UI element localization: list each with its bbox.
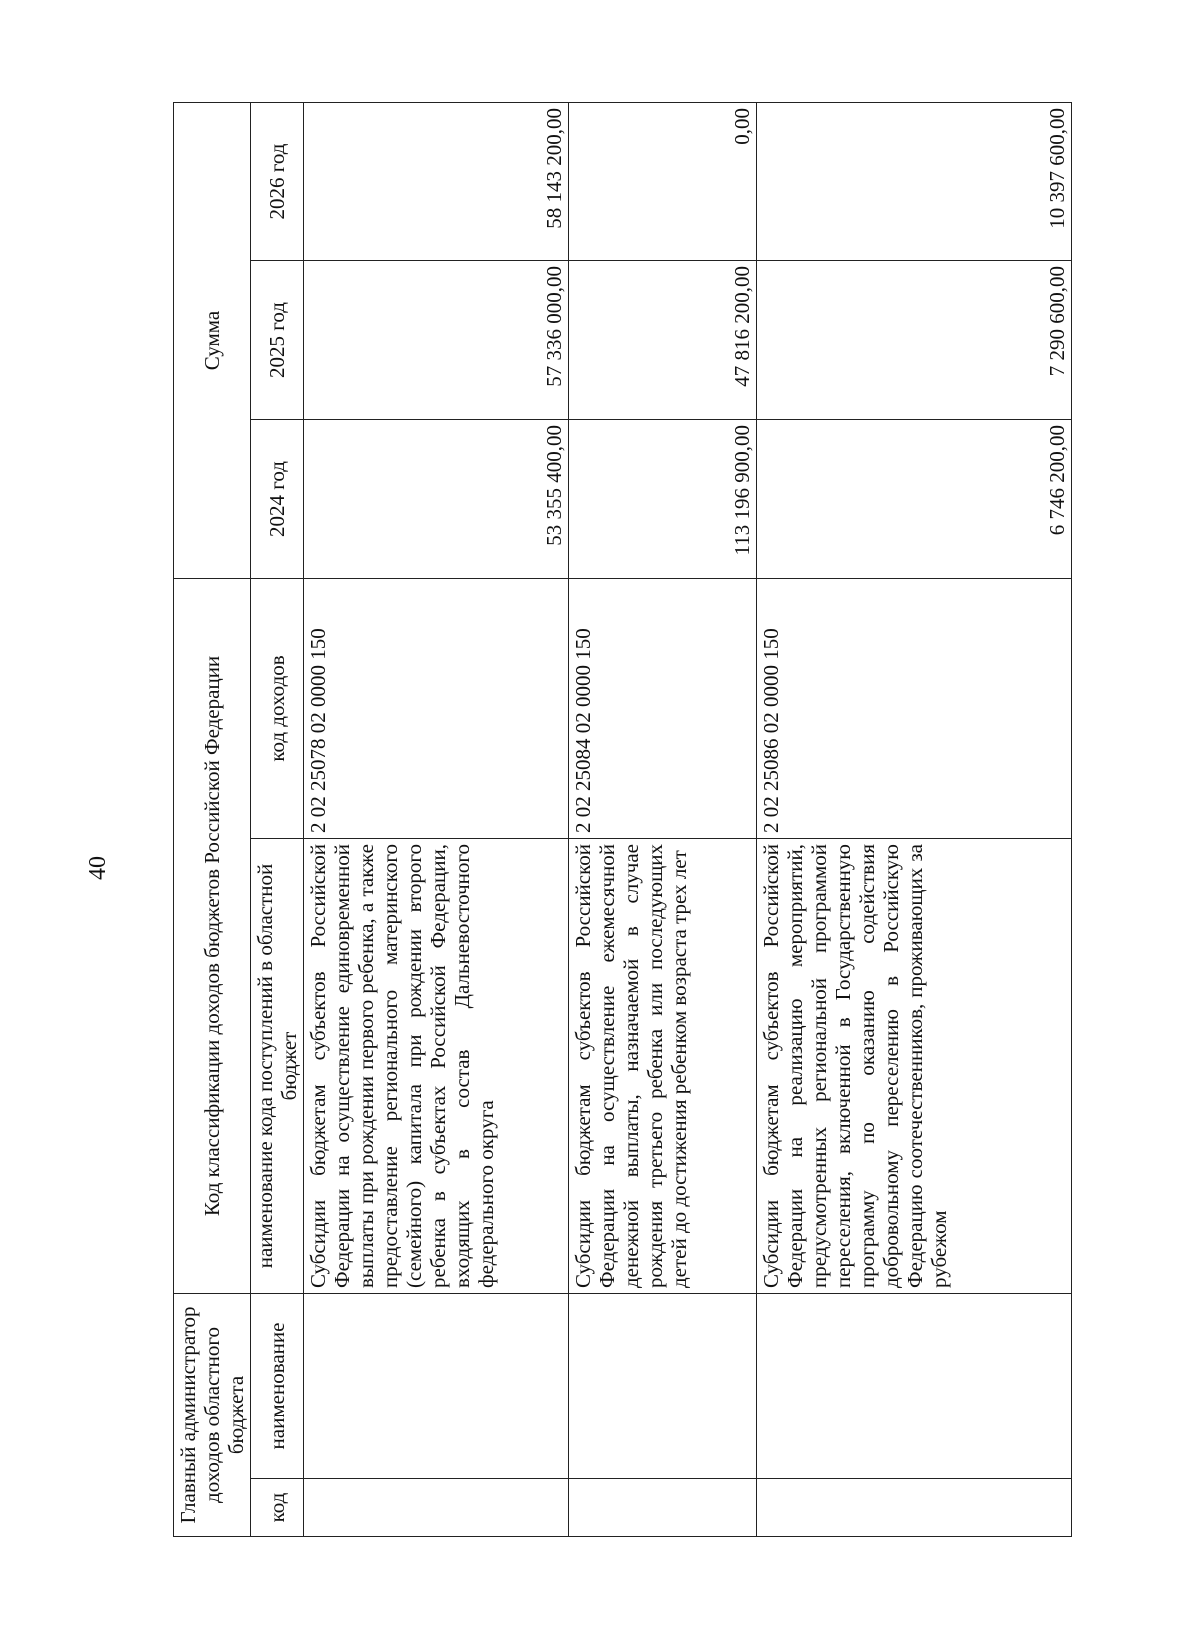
sum-group-header: Сумма (174, 102, 251, 578)
admin-name-header: наименование (251, 1294, 304, 1479)
income-name-cell: Субсидии бюджетам субъектов Российской Федерации на осуществление единовременной выплаты при рождении первого ребенка, а также предоставление регионального материнского (семейного) капитала при рождении второго ребенка в субъектах Российской Федерации, входящих в состав Дальневосточного федерального округа (304, 839, 569, 1294)
table-row (569, 102, 757, 1536)
year-2024-header: 2024 год (251, 419, 304, 578)
rotated-table-container (173, 103, 1069, 1537)
income-code-cell: 2 02 25086 02 0000 150 (757, 578, 1072, 838)
admin-code-cell (569, 1479, 757, 1537)
income-name-cell: Субсидии бюджетам субъектов Российской Федерации на осуществление ежемесячной денежной выплаты, назначаемой в случае рождения третьего ребенка или последующих детей до достижения ребенком возраста трех лет (569, 839, 757, 1294)
income-classification-table (173, 102, 1072, 1537)
amount-2025-cell: 57 336 000,00 (304, 260, 569, 419)
admin-code-cell (304, 1479, 569, 1537)
admin-group-header: Главный администратор доходов областного бюджета (174, 1294, 251, 1537)
code-group-header: Код классификации доходов бюджетов Российской Федерации (174, 578, 251, 1293)
amount-2026-cell: 0,00 (569, 102, 757, 260)
table-row (757, 102, 1072, 1536)
page-number: 40 (85, 856, 111, 880)
year-2025-header: 2025 год (251, 260, 304, 419)
admin-name-cell (757, 1294, 1072, 1479)
income-name-cell: Субсидии бюджетам субъектов Российской Федерации на реализацию мероприятий, предусмотренных региональной программой переселения, включенной в Государственную программу по оказанию содействия добровольному переселению в Российскую Федерацию соотечественников, проживающих за рубежом (757, 839, 1072, 1294)
amount-2025-cell: 7 290 600,00 (757, 260, 1072, 419)
table-row (304, 102, 569, 1536)
admin-name-cell (569, 1294, 757, 1479)
amount-2025-cell: 47 816 200,00 (569, 260, 757, 419)
income-code-cell: 2 02 25078 02 0000 150 (304, 578, 569, 838)
amount-2026-cell: 10 397 600,00 (757, 102, 1072, 260)
amount-2026-cell: 58 143 200,00 (304, 102, 569, 260)
year-2026-header: 2026 год (251, 102, 304, 260)
admin-name-cell (304, 1294, 569, 1479)
income-name-header: наименование кода поступлений в областной бюджет (251, 839, 304, 1294)
income-code-cell: 2 02 25084 02 0000 150 (569, 578, 757, 838)
amount-2024-cell: 113 196 900,00 (569, 419, 757, 578)
admin-code-cell (757, 1479, 1072, 1537)
admin-code-header: код (251, 1479, 304, 1537)
amount-2024-cell: 53 355 400,00 (304, 419, 569, 578)
amount-2024-cell: 6 746 200,00 (757, 419, 1072, 578)
income-code-header: код доходов (251, 578, 304, 838)
